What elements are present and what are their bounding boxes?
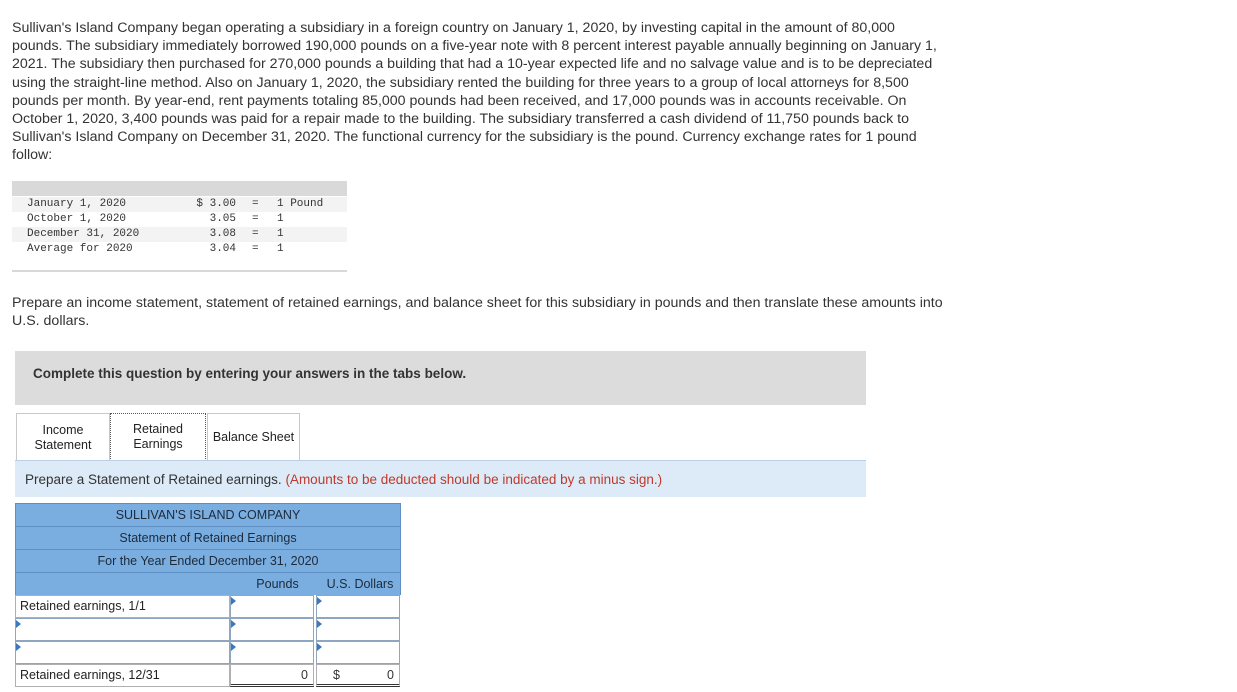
end-usd-value: 0 xyxy=(387,668,394,682)
row-pounds-input[interactable] xyxy=(230,618,314,641)
tabs-banner: Complete this question by entering your answers in the tabs below. xyxy=(15,351,866,405)
rate-date: December 31, 2020 xyxy=(27,228,140,240)
begin-usd-input[interactable] xyxy=(316,595,400,618)
rate-equals: = xyxy=(252,228,259,240)
tab-label-line: Retained xyxy=(132,422,184,436)
dollar-sign: $ xyxy=(333,668,340,682)
row-label-input[interactable] xyxy=(15,618,230,641)
tab-label: Balance Sheet xyxy=(212,430,295,444)
rate-row xyxy=(12,242,347,257)
statement-row-end xyxy=(15,664,401,687)
row-usd-input[interactable] xyxy=(316,618,400,641)
rate-unit: 1 xyxy=(277,243,284,255)
rate-usd: $ 3.00 xyxy=(196,198,236,210)
column-pounds: Pounds xyxy=(256,577,299,591)
tab-prompt xyxy=(15,460,866,497)
rate-date: October 1, 2020 xyxy=(27,213,127,225)
prompt-text: Prepare a Statement of Retained earnings. xyxy=(25,472,282,487)
rate-date: Average for 2020 xyxy=(27,243,133,255)
retained-earnings-statement xyxy=(15,503,401,687)
tab-retained-earnings[interactable] xyxy=(110,413,206,461)
problem-text: Sullivan's Island Company began operating a subsidiary in a foreign country on January 1, 2020, by investing capital in the amount of 80,000 pounds. The subsidiary immediately borrowed 190,000 pounds on a five-year note with 8 percent interest payable annually beginning on January 1, 2021. The subsidiary then purchased for 270,000 pounds a building that had a 10-year expected life and no salvage value and is to be depreciated using the straight-line method. Also on January 1, 2020, the subsidiary rented the building for three years to a group of local attorneys for 8,500 pounds per month. By year-end, rent payments totaling 85,000 pounds had been received, and 17,000 pounds was in accounts receivable. On October 1, 2020, 3,400 pounds was paid for a repair made to the building. The subsidiary transferred a cash dividend of 11,750 pounds back to Sullivan's Island Company on December 31, 2020. The functional currency for the subsidiary is the pound. Currency exchange rates for 1 pound follow: xyxy=(12,20,937,164)
rate-table-header xyxy=(12,181,347,196)
end-usd-total xyxy=(316,664,400,687)
statement-column-header xyxy=(15,572,401,595)
row-usd-input[interactable] xyxy=(316,641,400,664)
rate-usd: 3.05 xyxy=(209,213,236,225)
statement-title: Statement of Retained Earnings xyxy=(15,526,401,549)
row-label: Retained earnings, 1/1 xyxy=(15,595,230,618)
rate-unit: 1 Pound xyxy=(277,198,324,210)
statement-period: For the Year Ended December 31, 2020 xyxy=(15,549,401,572)
tab-income-statement[interactable] xyxy=(16,413,110,461)
exchange-rate-table xyxy=(12,181,347,272)
rate-usd: 3.08 xyxy=(209,228,236,240)
statement-row-blank xyxy=(15,618,401,641)
statement-row-begin xyxy=(15,595,401,618)
rate-row xyxy=(12,197,347,212)
rate-equals: = xyxy=(252,243,259,255)
end-pounds-total xyxy=(230,664,314,687)
row-label-input[interactable] xyxy=(15,641,230,664)
rate-row xyxy=(12,227,347,242)
instruction-text: Prepare an income statement, statement of retained earnings, and balance sheet for this subsidiary in pounds and then translate these amounts into U.S. dollars. xyxy=(12,295,943,330)
row-pounds-input[interactable] xyxy=(230,641,314,664)
tab-label-line: Statement xyxy=(34,437,92,452)
rate-equals: = xyxy=(252,213,259,225)
rate-date: January 1, 2020 xyxy=(27,198,127,210)
tab-balance-sheet[interactable] xyxy=(207,413,300,461)
rate-row xyxy=(12,212,347,227)
statement-company: SULLIVAN'S ISLAND COMPANY xyxy=(15,503,401,526)
column-usd: U.S. Dollars xyxy=(326,577,394,591)
rate-unit: 1 xyxy=(277,213,284,225)
row-label: Retained earnings, 12/31 xyxy=(15,664,230,687)
rate-unit: 1 xyxy=(277,228,284,240)
tab-label-line: Income xyxy=(42,422,84,437)
statement-row-blank xyxy=(15,641,401,664)
begin-pounds-input[interactable] xyxy=(230,595,314,618)
end-pounds-value: 0 xyxy=(301,668,308,682)
prompt-note: (Amounts to be deducted should be indicated by a minus sign.) xyxy=(285,472,663,487)
rate-usd: 3.04 xyxy=(209,243,236,255)
rate-equals: = xyxy=(252,198,259,210)
tab-label-line: Earnings xyxy=(133,437,183,451)
